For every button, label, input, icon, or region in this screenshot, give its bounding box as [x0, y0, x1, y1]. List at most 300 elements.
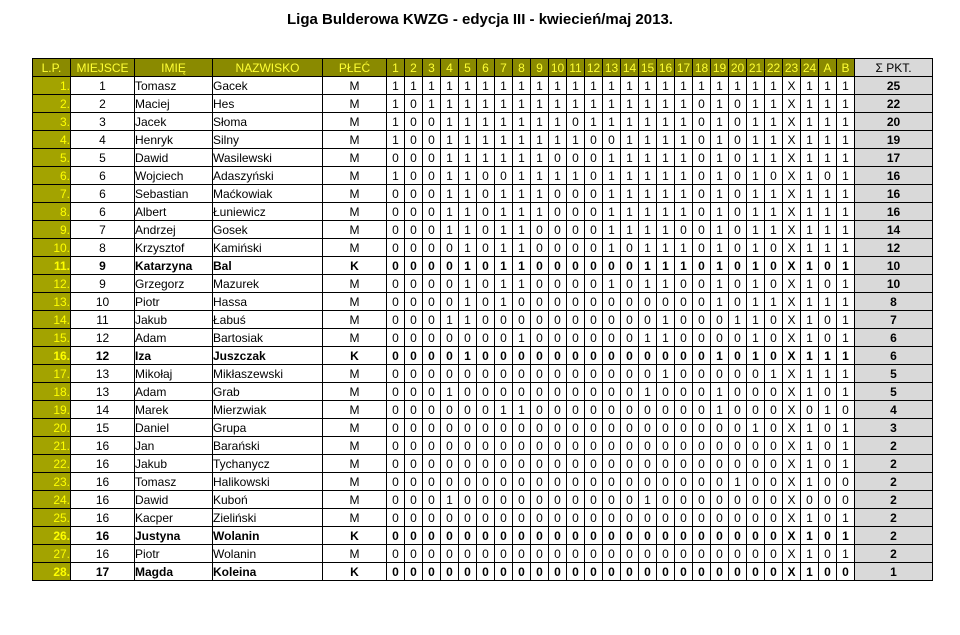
score-cell: 0 — [513, 527, 531, 545]
row-number: 23. — [33, 473, 71, 491]
score-cell: 0 — [387, 365, 405, 383]
score-cell: 0 — [585, 347, 603, 365]
score-cell: 1 — [639, 149, 657, 167]
total-points-cell: 17 — [855, 149, 933, 167]
score-cell: 1 — [747, 275, 765, 293]
score-cell: 0 — [603, 545, 621, 563]
score-cell: 0 — [585, 275, 603, 293]
last-name-cell: Hes — [213, 95, 323, 113]
last-name-cell: Tychanycz — [213, 455, 323, 473]
table-row — [33, 329, 933, 347]
score-cell: 0 — [657, 293, 675, 311]
score-cell: 1 — [837, 365, 855, 383]
score-cell: 0 — [819, 545, 837, 563]
score-cell: 1 — [837, 149, 855, 167]
column-header: 18 — [693, 59, 711, 77]
score-cell: 0 — [477, 293, 495, 311]
score-cell: 0 — [567, 365, 585, 383]
score-cell: 0 — [747, 365, 765, 383]
table-row — [33, 95, 933, 113]
score-cell: 0 — [387, 401, 405, 419]
score-cell: 1 — [531, 185, 549, 203]
row-number: 17. — [33, 365, 71, 383]
score-cell: 0 — [657, 383, 675, 401]
score-cell: 0 — [387, 527, 405, 545]
score-cell: 1 — [495, 149, 513, 167]
score-cell: 0 — [567, 329, 585, 347]
score-cell: 1 — [837, 347, 855, 365]
score-cell: 1 — [747, 149, 765, 167]
score-cell: 0 — [747, 563, 765, 581]
score-cell: 0 — [531, 473, 549, 491]
score-cell: 0 — [441, 437, 459, 455]
score-cell: 0 — [405, 491, 423, 509]
score-cell: 1 — [675, 77, 693, 95]
score-cell: 0 — [729, 239, 747, 257]
score-cell: 0 — [423, 527, 441, 545]
first-name-cell: Magda — [135, 563, 213, 581]
score-cell: 0 — [459, 563, 477, 581]
score-cell: 0 — [405, 329, 423, 347]
last-name-cell: Bartosiak — [213, 329, 323, 347]
score-cell: 0 — [423, 437, 441, 455]
score-cell: 1 — [531, 95, 549, 113]
total-points-cell: 2 — [855, 545, 933, 563]
score-cell: 0 — [513, 509, 531, 527]
score-cell: 0 — [549, 185, 567, 203]
score-cell: 1 — [477, 149, 495, 167]
score-cell: 0 — [801, 401, 819, 419]
score-cell: 0 — [495, 383, 513, 401]
score-cell: 0 — [729, 221, 747, 239]
column-header: PŁEĆ — [323, 59, 387, 77]
score-cell: 0 — [567, 419, 585, 437]
score-cell: 0 — [585, 455, 603, 473]
score-cell: 1 — [819, 203, 837, 221]
score-cell: 1 — [639, 221, 657, 239]
score-cell: 0 — [729, 329, 747, 347]
score-cell: 0 — [423, 131, 441, 149]
score-cell: X — [783, 329, 801, 347]
score-cell: X — [783, 545, 801, 563]
first-name-cell: Krzysztof — [135, 239, 213, 257]
place-cell: 16 — [71, 473, 135, 491]
score-cell: 1 — [837, 77, 855, 95]
score-cell: 0 — [405, 563, 423, 581]
score-cell: 1 — [675, 95, 693, 113]
place-cell: 1 — [71, 77, 135, 95]
score-cell: 0 — [531, 257, 549, 275]
score-cell: 0 — [747, 401, 765, 419]
row-number: 13. — [33, 293, 71, 311]
score-cell: 0 — [765, 347, 783, 365]
first-name-cell: Jakub — [135, 311, 213, 329]
score-cell: 0 — [747, 545, 765, 563]
score-cell: 1 — [729, 311, 747, 329]
score-cell: 0 — [477, 185, 495, 203]
score-cell: 0 — [585, 149, 603, 167]
row-number: 20. — [33, 419, 71, 437]
place-cell: 5 — [71, 149, 135, 167]
score-cell: 0 — [477, 509, 495, 527]
column-header: 19 — [711, 59, 729, 77]
table-row — [33, 185, 933, 203]
score-cell: 0 — [765, 437, 783, 455]
score-cell: 0 — [477, 275, 495, 293]
column-header: 3 — [423, 59, 441, 77]
last-name-cell: Barański — [213, 437, 323, 455]
total-points-cell: 16 — [855, 203, 933, 221]
score-cell: 1 — [801, 473, 819, 491]
score-cell: 1 — [711, 347, 729, 365]
sex-cell: M — [323, 149, 387, 167]
last-name-cell: Łuniewicz — [213, 203, 323, 221]
score-cell: X — [783, 347, 801, 365]
score-cell: 1 — [801, 185, 819, 203]
score-cell: 1 — [801, 365, 819, 383]
score-cell: 0 — [477, 437, 495, 455]
first-name-cell: Piotr — [135, 293, 213, 311]
score-cell: 0 — [567, 185, 585, 203]
score-cell: 1 — [423, 95, 441, 113]
score-cell: 1 — [441, 77, 459, 95]
score-cell: 0 — [387, 329, 405, 347]
table-row — [33, 563, 933, 581]
place-cell: 6 — [71, 203, 135, 221]
first-name-cell: Jan — [135, 437, 213, 455]
score-cell: 1 — [495, 113, 513, 131]
score-cell: 1 — [837, 221, 855, 239]
score-cell: 0 — [621, 491, 639, 509]
column-header: 17 — [675, 59, 693, 77]
score-cell: 0 — [531, 419, 549, 437]
score-cell: 0 — [387, 293, 405, 311]
score-cell: 0 — [693, 167, 711, 185]
score-cell: 0 — [441, 329, 459, 347]
sex-cell: K — [323, 527, 387, 545]
place-cell: 6 — [71, 185, 135, 203]
score-cell: 1 — [801, 293, 819, 311]
score-cell: 0 — [387, 437, 405, 455]
score-cell: 0 — [513, 455, 531, 473]
score-cell: 0 — [567, 347, 585, 365]
score-cell: 0 — [765, 275, 783, 293]
row-number: 21. — [33, 437, 71, 455]
score-cell: 1 — [405, 77, 423, 95]
score-cell: 1 — [801, 383, 819, 401]
table-row — [33, 275, 933, 293]
last-name-cell: Gacek — [213, 77, 323, 95]
score-cell: 1 — [801, 239, 819, 257]
score-cell: 0 — [675, 491, 693, 509]
column-header: 13 — [603, 59, 621, 77]
column-header: 16 — [657, 59, 675, 77]
sex-cell: K — [323, 257, 387, 275]
score-cell: 0 — [639, 455, 657, 473]
score-cell: 0 — [675, 455, 693, 473]
score-cell: 0 — [477, 221, 495, 239]
score-cell: 1 — [549, 113, 567, 131]
score-cell: 1 — [693, 77, 711, 95]
score-cell: 0 — [513, 311, 531, 329]
score-cell: 0 — [531, 509, 549, 527]
score-cell: 1 — [765, 185, 783, 203]
score-cell: 0 — [459, 491, 477, 509]
score-cell: 0 — [387, 419, 405, 437]
sex-cell: M — [323, 275, 387, 293]
score-cell: 0 — [729, 563, 747, 581]
score-cell: 0 — [477, 545, 495, 563]
score-cell: 1 — [801, 77, 819, 95]
score-cell: 1 — [567, 131, 585, 149]
score-cell: 1 — [675, 167, 693, 185]
score-cell: 0 — [693, 329, 711, 347]
score-cell: 0 — [531, 329, 549, 347]
sex-cell: M — [323, 185, 387, 203]
score-cell: 0 — [693, 365, 711, 383]
score-cell: X — [783, 365, 801, 383]
score-cell: 0 — [405, 509, 423, 527]
table-row — [33, 293, 933, 311]
total-points-cell: 8 — [855, 293, 933, 311]
score-cell: 1 — [513, 167, 531, 185]
score-cell: 0 — [405, 167, 423, 185]
score-cell: 0 — [531, 221, 549, 239]
score-cell: 1 — [603, 185, 621, 203]
score-cell: 1 — [513, 221, 531, 239]
score-cell: 1 — [657, 149, 675, 167]
score-cell: 1 — [765, 77, 783, 95]
score-cell: 1 — [765, 131, 783, 149]
score-cell: 1 — [711, 131, 729, 149]
score-cell: 1 — [747, 293, 765, 311]
score-cell: 0 — [387, 455, 405, 473]
score-cell: 1 — [819, 95, 837, 113]
score-cell: 1 — [585, 113, 603, 131]
score-cell: 1 — [801, 131, 819, 149]
total-points-cell: 7 — [855, 311, 933, 329]
score-cell: 0 — [603, 455, 621, 473]
place-cell: 11 — [71, 311, 135, 329]
score-cell: 0 — [585, 473, 603, 491]
score-cell: 0 — [405, 149, 423, 167]
row-number: 14. — [33, 311, 71, 329]
sex-cell: M — [323, 329, 387, 347]
score-cell: 0 — [549, 239, 567, 257]
column-header: MIEJSCE — [71, 59, 135, 77]
score-cell: 0 — [405, 527, 423, 545]
first-name-cell: Henryk — [135, 131, 213, 149]
place-cell: 2 — [71, 95, 135, 113]
last-name-cell: Juszczak — [213, 347, 323, 365]
score-cell: 1 — [711, 383, 729, 401]
place-cell: 16 — [71, 509, 135, 527]
first-name-cell: Grzegorz — [135, 275, 213, 293]
sex-cell: M — [323, 383, 387, 401]
score-cell: 0 — [675, 419, 693, 437]
table-row — [33, 113, 933, 131]
score-cell: 0 — [657, 491, 675, 509]
score-cell: 1 — [837, 419, 855, 437]
score-cell: 0 — [585, 383, 603, 401]
score-cell: 1 — [711, 401, 729, 419]
score-cell: 1 — [639, 257, 657, 275]
score-cell: 0 — [387, 275, 405, 293]
score-cell: 1 — [513, 257, 531, 275]
total-points-cell: 19 — [855, 131, 933, 149]
score-cell: 0 — [603, 419, 621, 437]
score-cell: 0 — [423, 563, 441, 581]
score-cell: 1 — [837, 257, 855, 275]
score-cell: X — [783, 383, 801, 401]
score-cell: 0 — [693, 185, 711, 203]
score-cell: 0 — [495, 347, 513, 365]
total-points-cell: 12 — [855, 239, 933, 257]
score-cell: 0 — [675, 509, 693, 527]
column-header: 6 — [477, 59, 495, 77]
last-name-cell: Słoma — [213, 113, 323, 131]
place-cell: 15 — [71, 419, 135, 437]
score-cell: X — [783, 221, 801, 239]
first-name-cell: Albert — [135, 203, 213, 221]
sex-cell: M — [323, 239, 387, 257]
score-cell: 0 — [729, 365, 747, 383]
score-cell: 0 — [477, 491, 495, 509]
score-cell: 0 — [765, 509, 783, 527]
row-number: 26. — [33, 527, 71, 545]
score-cell: 0 — [477, 455, 495, 473]
score-cell: 0 — [477, 239, 495, 257]
score-cell: 1 — [495, 77, 513, 95]
score-cell: 1 — [495, 95, 513, 113]
score-cell: X — [783, 455, 801, 473]
score-cell: 0 — [693, 293, 711, 311]
score-cell: 0 — [603, 401, 621, 419]
row-number: 18. — [33, 383, 71, 401]
score-cell: 1 — [711, 113, 729, 131]
score-cell: 0 — [729, 149, 747, 167]
score-cell: 0 — [441, 563, 459, 581]
score-cell: 1 — [711, 221, 729, 239]
sex-cell: K — [323, 347, 387, 365]
score-cell: 0 — [693, 311, 711, 329]
table-row — [33, 365, 933, 383]
score-cell: 0 — [621, 545, 639, 563]
score-cell: 0 — [693, 455, 711, 473]
score-cell: 0 — [567, 455, 585, 473]
place-cell: 12 — [71, 347, 135, 365]
score-cell: 0 — [711, 563, 729, 581]
score-cell: 1 — [729, 473, 747, 491]
score-cell: X — [783, 563, 801, 581]
score-cell: 1 — [441, 167, 459, 185]
last-name-cell: Łabuś — [213, 311, 323, 329]
score-cell: 1 — [477, 113, 495, 131]
results-body — [33, 77, 933, 581]
row-number: 4. — [33, 131, 71, 149]
score-cell: 0 — [549, 203, 567, 221]
score-cell: 0 — [549, 329, 567, 347]
score-cell: 0 — [621, 239, 639, 257]
score-cell: 0 — [837, 563, 855, 581]
score-cell: 0 — [675, 347, 693, 365]
score-cell: 1 — [477, 77, 495, 95]
score-cell: 0 — [657, 419, 675, 437]
score-cell: 1 — [387, 131, 405, 149]
score-cell: 0 — [693, 113, 711, 131]
score-cell: 0 — [765, 563, 783, 581]
score-cell: 1 — [531, 203, 549, 221]
score-cell: 0 — [729, 167, 747, 185]
score-cell: 0 — [387, 203, 405, 221]
score-cell: 0 — [423, 545, 441, 563]
score-cell: 1 — [495, 257, 513, 275]
column-header: 22 — [765, 59, 783, 77]
score-cell: 1 — [549, 131, 567, 149]
score-cell: 1 — [837, 275, 855, 293]
score-cell: 1 — [621, 185, 639, 203]
score-cell: 0 — [387, 149, 405, 167]
score-cell: 1 — [603, 239, 621, 257]
table-row — [33, 239, 933, 257]
score-cell: 0 — [585, 203, 603, 221]
score-cell: 1 — [765, 221, 783, 239]
score-cell: X — [783, 275, 801, 293]
score-cell: X — [783, 167, 801, 185]
score-cell: 0 — [423, 221, 441, 239]
score-cell: 1 — [621, 77, 639, 95]
column-header: 23 — [783, 59, 801, 77]
score-cell: 1 — [819, 401, 837, 419]
score-cell: 1 — [675, 203, 693, 221]
score-cell: 1 — [657, 257, 675, 275]
total-points-cell: 10 — [855, 275, 933, 293]
score-cell: 0 — [621, 527, 639, 545]
score-cell: 1 — [711, 257, 729, 275]
score-cell: 1 — [549, 167, 567, 185]
score-cell: 0 — [405, 347, 423, 365]
score-cell: 0 — [441, 239, 459, 257]
sex-cell: M — [323, 221, 387, 239]
score-cell: 1 — [603, 149, 621, 167]
score-cell: 0 — [657, 563, 675, 581]
score-cell: 1 — [657, 311, 675, 329]
score-cell: 1 — [441, 383, 459, 401]
first-name-cell: Andrzej — [135, 221, 213, 239]
column-header: 20 — [729, 59, 747, 77]
score-cell: 1 — [801, 527, 819, 545]
score-cell: X — [783, 473, 801, 491]
score-cell: 0 — [405, 455, 423, 473]
score-cell: 0 — [621, 365, 639, 383]
score-cell: 0 — [531, 365, 549, 383]
score-cell: 1 — [459, 77, 477, 95]
score-cell: 1 — [801, 563, 819, 581]
score-cell: 0 — [639, 401, 657, 419]
first-name-cell: Tomasz — [135, 77, 213, 95]
first-name-cell: Sebastian — [135, 185, 213, 203]
score-cell: 0 — [405, 437, 423, 455]
score-cell: 0 — [765, 329, 783, 347]
score-cell: 1 — [819, 221, 837, 239]
score-cell: 1 — [459, 113, 477, 131]
score-cell: 1 — [513, 203, 531, 221]
column-header: IMIĘ — [135, 59, 213, 77]
score-cell: 0 — [495, 329, 513, 347]
score-cell: 0 — [603, 383, 621, 401]
score-cell: 0 — [513, 419, 531, 437]
score-cell: 0 — [459, 401, 477, 419]
